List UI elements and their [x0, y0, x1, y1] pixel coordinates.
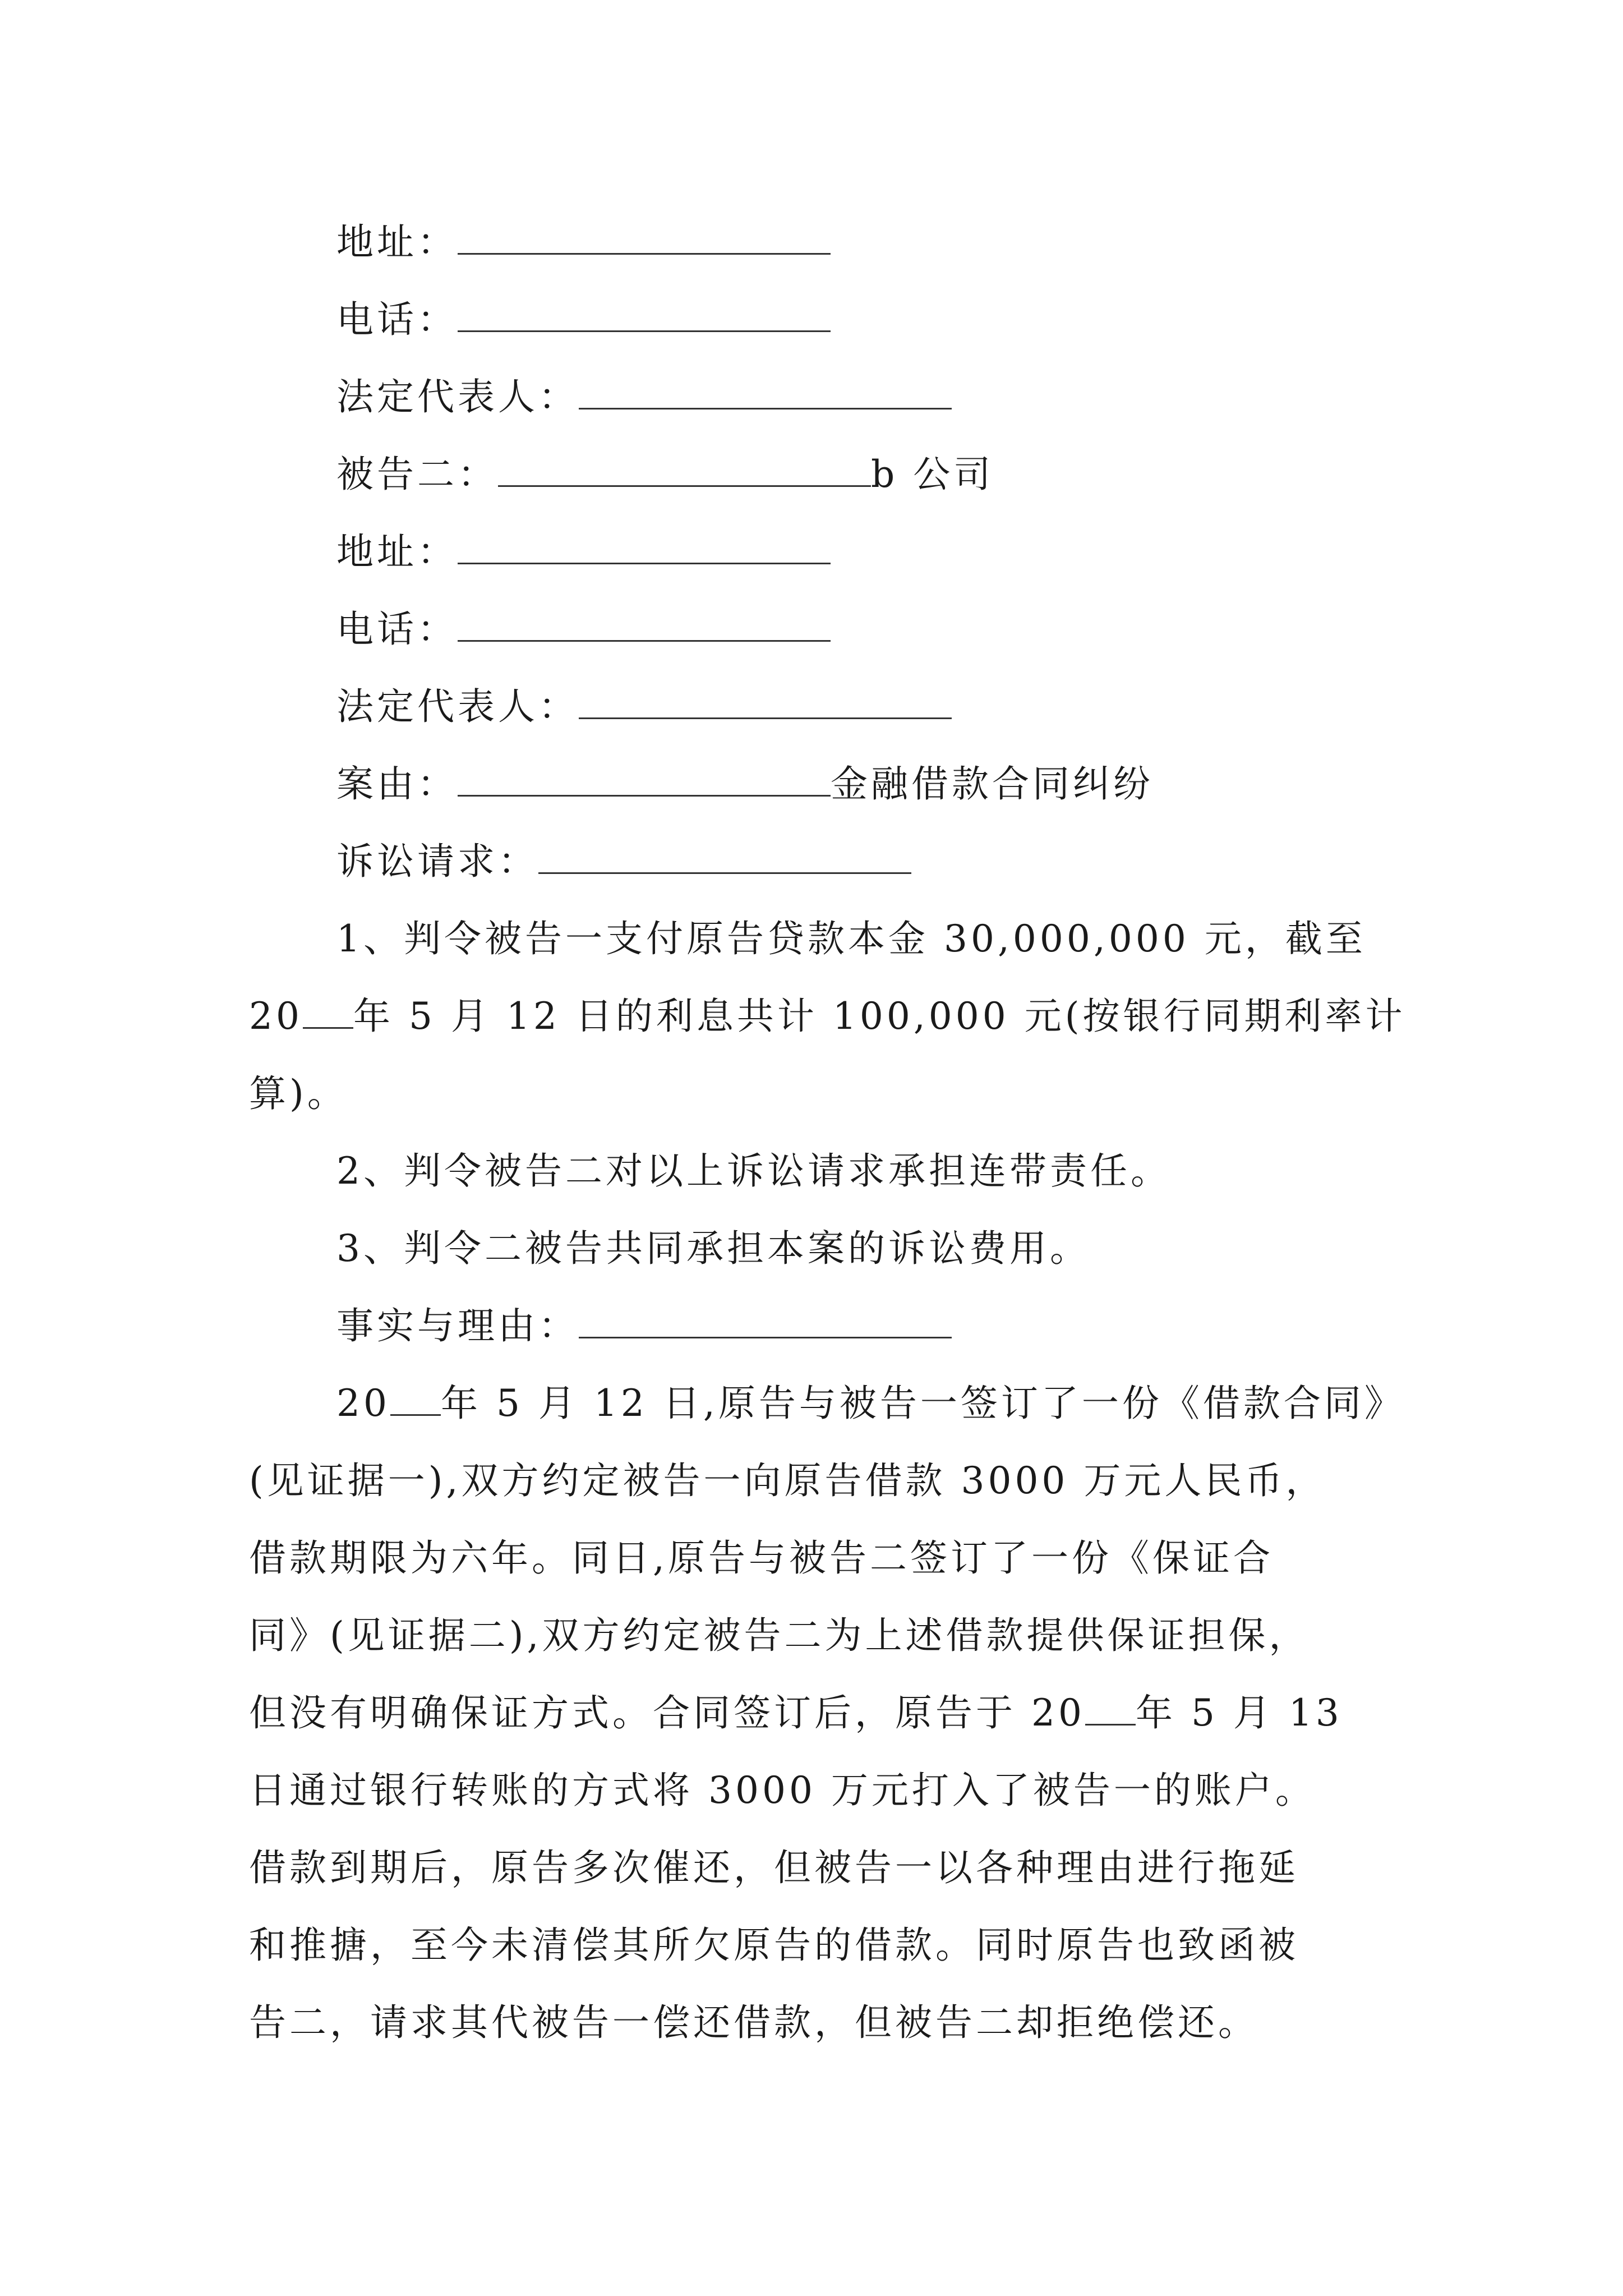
facts-line-4: 同》(见证据二),双方约定被告二为上述借款提供保证担保， [249, 1614, 1310, 1657]
phone-blank [458, 609, 831, 642]
address-label: 地址： [336, 530, 458, 573]
facts-text-date: 年 5 月 13 [1135, 1691, 1343, 1734]
defendant2-address-line [336, 530, 831, 574]
phone-blank [458, 299, 831, 332]
defendant1-phone-line [336, 297, 831, 342]
facts-line-9: 告二，请求其代被告一偿还借款，但被告二却拒绝偿还。 [249, 2001, 1258, 2044]
legal-rep-blank [579, 376, 952, 409]
case-cause-label: 案由： [336, 762, 458, 806]
defendant2-phone-line [336, 607, 831, 652]
facts-text: 年 5 月 12 日,原告与被告一签订了一份《借款合同》 [440, 1382, 1405, 1425]
defendant2-blank [498, 454, 871, 487]
claims-heading-line [336, 839, 911, 884]
defendant1-legal-rep-line [336, 375, 952, 420]
defendant2-legal-rep-line [336, 684, 952, 729]
claim-1-line-3: 算)。 [249, 1072, 348, 1115]
facts-line-2: (见证据一),双方约定被告一向原告借款 3000 万元人民币， [249, 1459, 1326, 1502]
legal-rep-label: 法定代表人： [336, 375, 579, 418]
case-cause-line [336, 762, 1154, 807]
case-cause-value: 金融借款合同纠纷 [831, 762, 1154, 806]
address-label: 地址： [336, 220, 458, 264]
claim-1-line-1: 1、判令被告一支付原告贷款本金 30,000,000 元，截至 [336, 917, 1366, 960]
facts-line-8: 和推搪，至今未清偿其所欠原告的借款。同时原告也致函被 [249, 1924, 1299, 1967]
year-blank [1085, 1692, 1136, 1726]
year-blank [390, 1383, 441, 1416]
address-blank [458, 531, 831, 564]
claims-label: 诉讼请求： [336, 840, 538, 883]
claim-1-line-2 [249, 994, 1406, 1039]
case-cause-blank [458, 763, 831, 797]
legal-rep-label: 法定代表人： [336, 685, 579, 728]
facts-line-3: 借款期限为六年。同日,原告与被告二签订了一份《保证合 [249, 1536, 1274, 1580]
claims-blank [538, 841, 911, 874]
defendant1-address-line [336, 220, 831, 265]
defendant2-line [336, 452, 994, 497]
claim-3-line: 3、判令二被告共同承担本案的诉讼费用。 [336, 1227, 1090, 1270]
facts-label: 事实与理由： [336, 1304, 579, 1347]
claim-2-line: 2、判令被告二对以上诉讼请求承担连带责任。 [336, 1149, 1171, 1193]
phone-label: 电话： [336, 298, 458, 341]
year-prefix: 20 [336, 1382, 390, 1425]
facts-line-1 [336, 1381, 1405, 1426]
year-prefix: 20 [249, 995, 303, 1038]
facts-line-7: 借款到期后，原告多次催还，但被告一以各种理由进行拖延 [249, 1846, 1299, 1889]
phone-label: 电话： [336, 608, 458, 651]
facts-blank [579, 1305, 952, 1338]
legal-rep-blank [579, 686, 952, 719]
year-blank [303, 996, 353, 1029]
facts-heading-line [336, 1304, 952, 1349]
address-blank [458, 222, 831, 255]
facts-text: 但没有明确保证方式。合同签订后，原告于 20 [249, 1691, 1085, 1734]
defendant2-label: 被告二： [336, 453, 498, 496]
defendant2-company: b 公司 [871, 453, 994, 496]
facts-line-5 [249, 1691, 1343, 1736]
claim-1-text: 年 5 月 12 日的利息共计 100,000 元(按银行同期利率计 [353, 995, 1406, 1038]
facts-line-6: 日通过银行转账的方式将 3000 万元打入了被告一的账户。 [249, 1769, 1316, 1812]
